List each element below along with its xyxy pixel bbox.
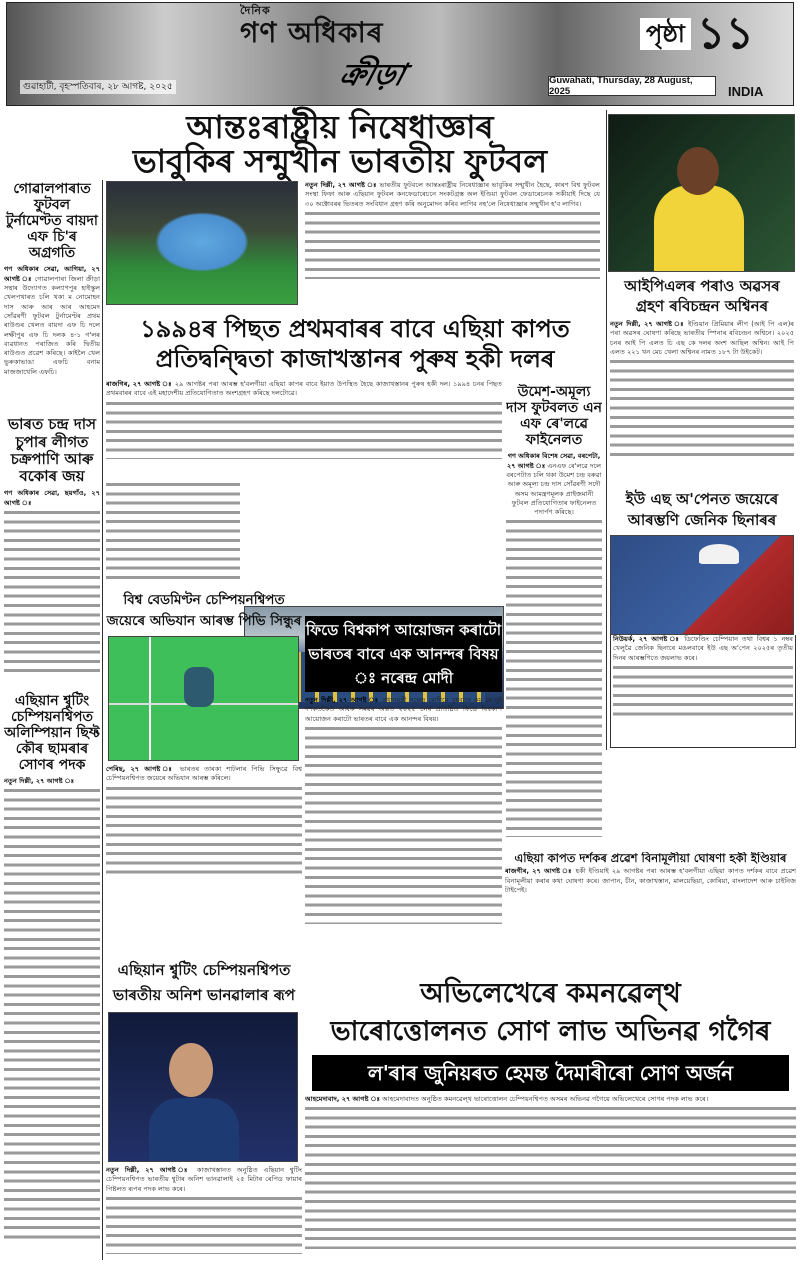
- left-headline-2: ভাৰত চন্দ্ৰ দাস চুপাৰ লীগত চক্ৰপাণি আৰু বকোৰ জয়: [7, 415, 97, 486]
- anish-headline: এছিয়ান শ্বুটিং চেম্পিয়নশ্বিপত ভাৰতীয় অনিশ ভানৱালাৰ ৰূপ: [113, 961, 295, 1004]
- page-number: ১১: [696, 8, 754, 59]
- left-column: [4, 181, 100, 1261]
- sindhu-photo: [108, 636, 299, 761]
- cwg-headline: [305, 975, 796, 1051]
- cwg-column: [305, 975, 796, 1262]
- hockey-headline: [105, 314, 605, 374]
- sinner-headline: ইউ এছ অ'পেনত জয়েৰে আৰম্ভণি জেনিক ছিনাৰৰ: [625, 490, 779, 529]
- column-divider: [606, 110, 607, 750]
- date-english: Guwahati, Thursday, 28 August, 2025: [548, 76, 716, 96]
- article-text: কাজাখস্তানত অনুষ্ঠিত এছিয়ান শ্বুটিং চেম্পিয়নশ্বিপত ভাৰতীয় শ্বুটাৰ অনিশ ভানৱালাই ২৫ মিটাৰ ৰেপিড ফায়াৰ পিষ্টলত ৰূপৰ পদক লাভ কৰে।: [106, 1166, 302, 1193]
- text-lines: [106, 399, 502, 459]
- asiacup-article: [505, 867, 796, 932]
- dateline: গণ অধিকাৰ সেৱা, ছয়গাঁও, ২৭ আগষ্ট ঃ: [4, 489, 100, 507]
- asiacup-headline: এছিয়া কাপত দৰ্শকৰ প্ৰৱেশ বিনামূলীয়া ঘোষণা হকী ইণ্ডিয়াৰ: [514, 852, 787, 865]
- article-text: ভাৰতৰ তাৰকা শাটলাৰ পিভি সিন্ধুৱে বিশ্ব চেম্পিয়নশ্বিপত জয়েৰে অভিযান আৰম্ভ কৰিলে।: [106, 765, 302, 783]
- section-logo: ক্ৰীড়া: [335, 58, 409, 93]
- logo-name: গণ অধিকাৰ: [240, 16, 384, 49]
- dateline: গণ অধিকাৰ সেৱা, আগিয়া, ২৭ আগষ্ট ঃ: [4, 265, 100, 283]
- logo-prefix: দৈনিক: [240, 4, 271, 17]
- ashwin-photo: [608, 114, 795, 272]
- right-column: [608, 114, 796, 748]
- dateline: পেৰিছ, ২৭ আগষ্ট ঃ: [106, 765, 175, 773]
- hockey-article-continued: [106, 480, 240, 580]
- anish-article: [106, 1166, 302, 1262]
- dateline: আহমেদাবাদ, ২৭ আগষ্ট ঃ: [305, 1095, 381, 1103]
- page-label: পৃষ্ঠা: [640, 18, 691, 50]
- umesh-article: [506, 452, 602, 850]
- left-article-3: [4, 777, 100, 1261]
- main-headline-line-1: আন্তঃৰাষ্ট্ৰীয় নিষেধাজ্ঞাৰ: [186, 108, 494, 146]
- ashwin-article: [608, 320, 796, 485]
- main-headline: [80, 110, 600, 178]
- anish-photo: [108, 1012, 298, 1162]
- dateline: নিউয়ৰ্ক, ২৭ আগষ্ট ঃ: [613, 635, 681, 643]
- cwg-subheadline: ল'ৰাৰ জুনিয়ৰত হেমন্ত দৈমাৰীৰো সোণ অৰ্জন: [312, 1055, 789, 1091]
- football-team-photo: [106, 181, 298, 305]
- article-text: প্ৰধানমন্ত্ৰী নৰেন্দ্ৰ মোদীয়ে বুধবাৰে কয় যে দুই দশকতকৈও অধিক সময়ৰ অন্তত ২০২৫ চনৰ প্ৰতিষ্ঠিত ফিডে বিশ্বকাপ আয়োজন কৰাটো ভাৰতৰ বাবে এক আনন্দৰ বিষয়।: [305, 696, 502, 723]
- watermark-text: INDIA: [728, 84, 764, 99]
- fide-headline: ফিডে বিশ্বকাপ আয়োজন কৰাটো ভাৰতৰ বাবে এক আনন্দৰ বিষয় ঃ নৰেন্দ্ৰ মোদী: [305, 616, 502, 692]
- date-assamese: গুৱাহাটী, বৃহস্পতিবাৰ, ২৮ আগষ্ট, ২০২৫: [20, 80, 176, 94]
- sindhu-column: [106, 590, 302, 934]
- dateline: নতুন দিল্লী, ২৭ আগষ্ট ঃ: [106, 1166, 192, 1174]
- sinner-photo: [610, 535, 794, 635]
- fide-column: [305, 616, 502, 932]
- dateline: ৰাজগিৰ, ২৭ আগষ্ট ঃ: [106, 380, 173, 388]
- article-text: ইণ্ডিয়ান প্ৰিমিয়াৰ লীগ (আই পি এল)ৰ পৰা অৱসৰ ঘোষণা কৰিছে ভাৰতীয় স্পিনাৰ ৰবিচন্দ্ৰন অশ্বিনে। ২০২৫ চনৰ আই পি এলত চি এছ কে দলৰ অংশ আছিল অশ্বিন। আই পি এলত ২২১ খন মেচ খেলা অশ্বিনৰ নামত ১৮৭ টা উইকেট।: [610, 320, 794, 356]
- article-text: হকী ইণ্ডিয়াই ২৯ আগষ্টৰ পৰা আৰম্ভ হ'বলগীয়া এছিয়া কাপত দৰ্শকৰ বাবে প্ৰৱেশ বিনামূলীয়া কৰাৰ কথা ঘোষণা কৰে। জাপান, চীন, কাজাখস্তান, মালয়েছিয়া, কোৰিয়া, বাংলাদেশ আৰু চাইনিজ টাইপেই।: [505, 867, 796, 894]
- text-lines: [305, 724, 502, 924]
- article-text: এনএফ ৰে'লৱে দলে বৰপেটাত চলি থকা উমেশ চন্দ্ৰ বৰুৱা আৰু অমূল্য চন্দ্ৰ দাস সোঁৱৰণী সদৌ অসম আমন্ত্ৰণমূলক প্ৰাইজমানী ফুটবল প্ৰতিযোগিতাৰ ফাইনেলত পদাৰ্পণ কৰিছে।: [506, 461, 602, 517]
- sinner-article: [610, 635, 796, 748]
- article-text: আহমেদাবাদত অনুষ্ঠিত কমনৱেল্থ ভাৰোত্তোলন চেম্পিয়নশ্বিপত অসমৰ অভিনৱ গগৈয়ে অভিলেখেৰে সোণৰ পদক লাভ কৰে।: [382, 1095, 709, 1103]
- sindhu-article: [106, 765, 302, 934]
- asiacup-column: [505, 852, 796, 932]
- football-article: [305, 181, 600, 309]
- text-lines: [613, 663, 793, 718]
- dateline: নতুন দিল্লী, ২৭ আগষ্ট ঃ: [305, 181, 377, 189]
- left-article-2: [4, 489, 100, 688]
- cwg-headline-line-2: ভাৰোত্তোলনত সোণ লাভ অভিনৱ গগৈৰ: [330, 1016, 771, 1047]
- hockey-article: [106, 380, 502, 476]
- cwg-headline-line-1: অভিলেখেৰে কমনৱেল্থ: [420, 978, 681, 1009]
- article-text: ডিফেণ্ডিং চেম্পিয়ান তথা বিশ্বৰ ১ নম্বৰ খেলুৱৈ জেনিক ছিনাৰে মঙলবাৰে ইউ এছ অ'পেন ২০২৫ৰ তৃতীয় দিনৰ আৰম্ভণিতে জয়লাভ কৰে।: [613, 635, 793, 662]
- left-article-1: [4, 265, 100, 412]
- article-text: ভাৰতীয় ফুটবলে আন্তঃৰাষ্ট্ৰীয় নিষেধাজ্ঞাৰ ভাবুকিৰ সন্মুখীন হৈছে, কাৰণ বিশ্ব ফুটবল সংস্থা ফিফা আৰু এছিয়ান ফুটবল কনফেডাৰেচনে সংকটগ্ৰস্ত অল ইণ্ডিয়া ফুটবল ফেডাৰেচনক সকীয়াই দিছে যে ৩০ অক্টোবৰৰ ভিতৰত সংবিধান গ্ৰহণ কৰি অনুমোদন কৰিব লাগিব নহ'লে নিষেধাজ্ঞাৰ সন্মুখীন হ'ব লাগিব।: [305, 181, 600, 208]
- text-lines: [106, 1194, 302, 1254]
- umesh-column: [506, 384, 602, 850]
- hockey-headline-line-2: প্ৰতিদ্বন্দ্বিতা কাজাখস্তানৰ পুৰুষ হকী দলৰ: [155, 345, 555, 373]
- hockey-headline-line-1: ১৯৯৪ৰ পিছত প্ৰথমবাৰৰ বাবে এছিয়া কাপত: [140, 315, 570, 343]
- umesh-headline: উমেশ-অমূল্য দাস ফুটবলত এন এফ ৰে'লৱে ফাইনেলত: [506, 384, 602, 449]
- dateline: নতুন দিল্লী, ২৭ আগষ্ট ঃ: [610, 320, 685, 328]
- dateline: ৰাজগীৰ, ২৭ আগষ্ট ঃ: [505, 867, 573, 876]
- dateline: নতুন দিল্লী, ২৭ আগষ্ট ঃ: [305, 696, 380, 704]
- left-headline-3: এছিয়ান শ্বুটিং চেম্পিয়নশ্বিপত অলিম্পিয়ান ছিফ্ট কৌৰ ছামৰাৰ সোণৰ পদক: [4, 692, 100, 773]
- ashwin-headline: আইপিএলৰ পৰাও অৱসৰ গ্ৰহণ ৰবিচন্দ্ৰন অশ্বিনৰ: [624, 277, 780, 315]
- text-lines: [506, 517, 602, 837]
- text-lines: [305, 209, 600, 279]
- left-headline-1: গোৱালপাৰাত ফুটবল টুৰ্নামেণ্টত বায়দা এফ চি'ৰ অগ্ৰগতি: [6, 181, 98, 262]
- text-lines: [106, 784, 302, 879]
- dateline: নতুন দিল্লী, ২৭ আগষ্ট ঃ: [4, 776, 75, 785]
- text-lines: [610, 357, 794, 457]
- article-text: গোৱালপাৰা জিলা ক্ৰীড়া সন্থাৰ উদ্যোগত কল্যাণপুৰ হাইস্কুল খেলপথাৰত চলি থকা ম নোমোহন দাস আৰু আৰ আৰ আহমেদ সোঁৱৰণী ফুটবল টুৰ্নামেণ্টৰ প্ৰথম ৰাউণ্ডৰ খেলত বায়দা এফ চি দলে লক্ষীপুৰ এফ চি দলক ৪-১ গ'লৰ ব্যৱধানত পৰাজিত কৰি দ্বিতীয় ৰাউণ্ডত প্ৰৱেশ কৰিছে। কাইলৈ খেল ভুৰুকাভাঙা এফচি বনাম মাজজাখেলি এফচি।: [4, 274, 100, 376]
- fide-article: [305, 696, 502, 932]
- article-text: ২৯ আগষ্টৰ পৰা আৰম্ভ হ'বলগীয়া এছিয়া কাপৰ বাবে ইয়াত উপস্থিত হৈছে কাজাখস্তানৰ পুৰুষ হকী দল। ১৯৯৪ চনৰ পিছত প্ৰথমবাৰৰ বাবে এই মহাদেশীয় প্ৰতিযোগিতাত অংশগ্ৰহণ কৰিছে দলটোৱে।: [106, 380, 502, 398]
- text-lines: [4, 786, 100, 1241]
- cwg-article: [305, 1095, 796, 1262]
- page-indicator: [640, 6, 754, 62]
- sindhu-headline: বিশ্ব বেডমিণ্টন চেম্পিয়নশ্বিপত জয়েৰে অভিযান আৰম্ভ পিভি সিন্ধুৰ: [106, 592, 302, 629]
- dateline: গণ অধিকাৰ বিশেষ সেৱা, বৰপেটা, ২৭ আগষ্ট ঃ: [506, 452, 601, 470]
- column-divider: [102, 180, 103, 1260]
- newspaper-logo: [240, 4, 383, 49]
- main-headline-line-2: ভাবুকিৰ সন্মুখীন ভাৰতীয় ফুটবল: [132, 142, 548, 180]
- anish-column: [106, 958, 302, 1262]
- text-lines: [4, 508, 100, 678]
- text-lines: [305, 1104, 796, 1249]
